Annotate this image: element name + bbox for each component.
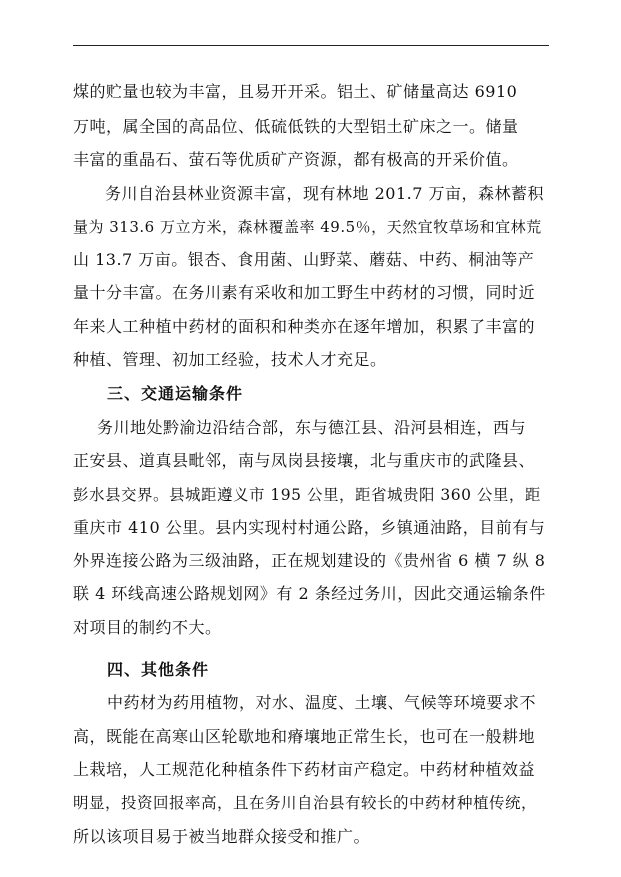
body-line: 种植、管理、初加工经验，技术人才充足。 — [73, 350, 387, 369]
body-line: 高，既能在高寒山区轮歇地和瘠壤地正常生长，也可在一般耕地 — [73, 727, 536, 746]
body-line: 所以该项目易于被当地群众接受和推广。 — [73, 827, 371, 846]
body-line: 煤的贮量也较为丰富，且易开开采。铝土、矿储量高达 6910 — [73, 82, 518, 101]
body-line: 万吨，属全国的高品位、低硫低铁的大型铝土矿床之一。储量 — [73, 117, 519, 136]
body-line: 重庆市 410 公里。县内实现村村通公路，乡镇通油路，目前有与 — [73, 518, 546, 537]
body-line: 量为 313.6 万立方米，森林覆盖率 49.5％，天然宜牧草场和宜林荒 — [73, 218, 542, 236]
body-line: 明显，投资回报率高，且在务川自治县有较长的中药材种植传统， — [73, 794, 538, 812]
section-heading-other: 四、其他条件 — [107, 660, 210, 679]
body-line: 山 13.7 万亩。银杏、食用菌、山野菜、蘑菇、中药、桐油等产 — [73, 250, 535, 269]
body-line: 丰富的重晶石、萤石等优质矿产资源，都有极高的开采价值。 — [73, 150, 519, 169]
body-line: 上栽培，人工规范化种植条件下药材亩产稳定。中药材种植效益 — [73, 760, 536, 779]
section-heading-transport: 三、交通运输条件 — [107, 384, 244, 403]
body-line: 务川地处黔渝边沿结合部，东与德江县、沿河县相连，西与 — [97, 418, 527, 437]
body-line: 中药材为药用植物，对水、温度、土壤、气候等环境要求不 — [107, 693, 537, 712]
body-line: 联 4 环线高速公路规划网》有 2 条经过务川，因此交通运输条件 — [73, 584, 546, 603]
body-line: 正安县、道真县毗邻，南与凤岗县接壤，北与重庆市的武隆县、 — [73, 451, 536, 470]
body-line: 外界连接公路为三级油路，正在规划建设的《贵州省 6 横 7 纵 8 — [73, 551, 546, 570]
header-rule — [73, 45, 549, 46]
body-line: 年来人工种植中药材的面积和种类亦在逐年增加，积累了丰富的 — [73, 317, 536, 336]
body-line: 对项目的制约不大。 — [73, 618, 222, 637]
body-line: 务川自治县林业资源丰富，现有林地 201.7 万亩，森林蓄积 — [105, 184, 544, 203]
body-line: 量十分丰富。在务川素有采收和加工野生中药材的习惯，同时近 — [73, 283, 536, 302]
body-line: 彭水县交界。县城距遵义市 195 公里，距省城贵阳 360 公里，距 — [73, 486, 541, 504]
